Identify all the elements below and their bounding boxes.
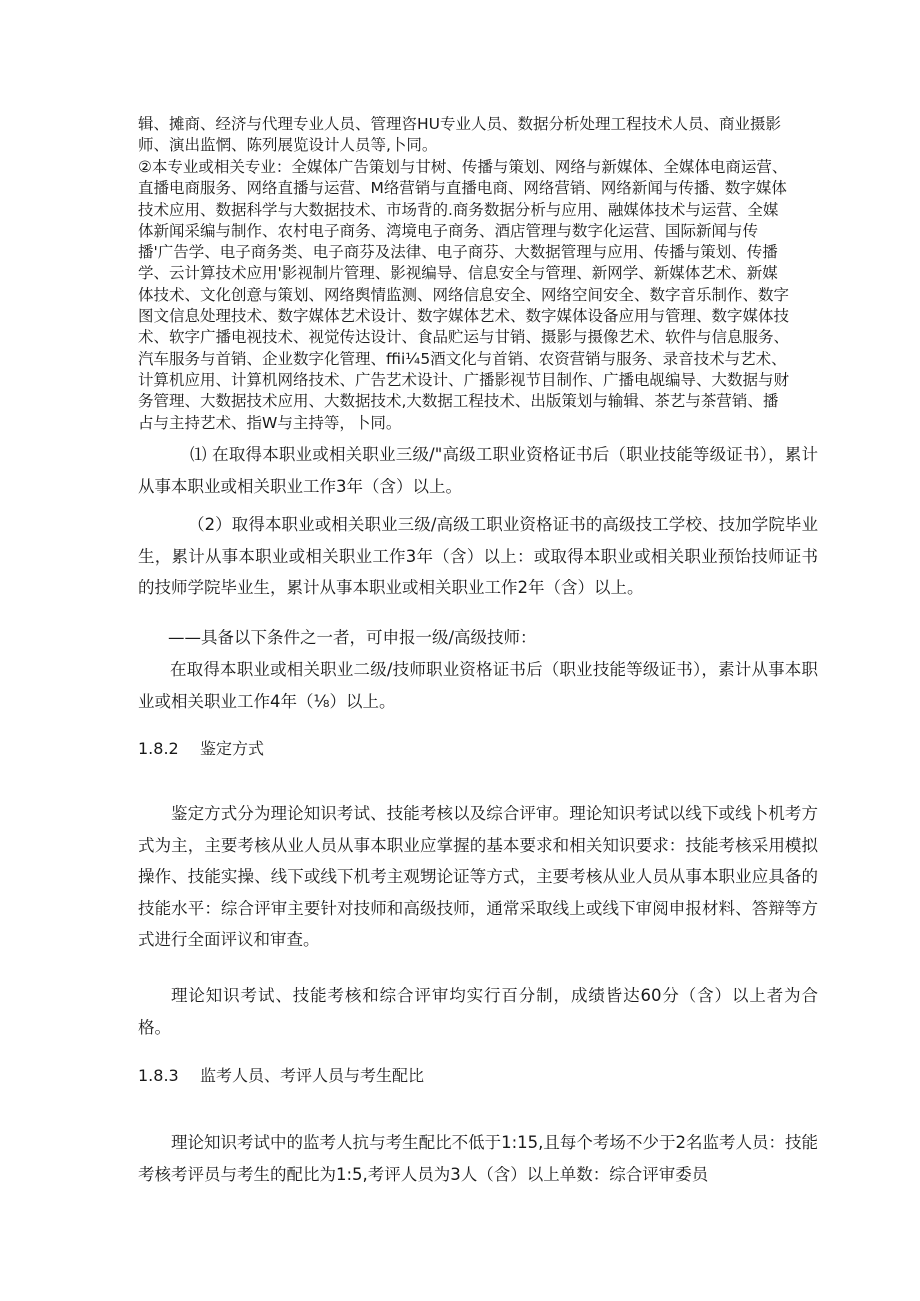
assessment-method-paragraph: 鉴定方式分为理论知识考试、技能考核以及综合评审。理论知识考试以线下或线卜机考方式为主，主要考核从业人员从事本职业应掌握的基本要求和相关知识要求：技能考核采用模拟操作、技能实操、线下或线下机考主观甥论证等方式，主要考核从业人员从事本职业应具备的技能水平：综合评审主要针对技师和高级技师，通常采取线上或线下审阅申报材料、答辩等方式进行全面评议和审查。 (138, 804, 818, 949)
section-title: 鉴定方式 (200, 739, 265, 758)
ratio-paragraph: 理论知识考试中的监考人抗与考生配比不低于1:15,且每个考场不少于2名监考人员：技能考核考评员与考生的配比为1:5,考评人员为3人（含）以上单数：综合评审委员 (138, 1133, 818, 1184)
section-number: 1.8.3 (138, 1066, 179, 1085)
section-heading-1-8-3 (138, 1063, 424, 1086)
senior-technician-condition: 在取得本职业或相关职业二级/技师职业资格证书后（职业技能等级证书），素计从事本职业或相关职业工作4年（⅛）以上。 (138, 660, 818, 711)
condition-paragraph-1: ⑴ 在取得本职业或相关职业三级/"高级工职业资格证书后（职业技能等级证书），累计从事本职业或相关职业工作3年（含）以上。 (138, 445, 818, 496)
senior-technician-intro: ——具备以下条件之一者，可申报一级/高级技师： (168, 628, 537, 647)
occupation-list-continued: 辑、摊商、经济与代理专业人员、管理咨HU专业人员、数据分析处理工程技术人员、商业摄影师、演出监惘、陈列展览设计人员等,卜同。 (138, 115, 782, 155)
condition-paragraph-2: （2）取得本职业或相关职业三级/高级工职业资格证书的高级技工学校、技加学院毕业生，累计从事本职业或相关职业工作3年（含）以上：或取得本职业或相关职业预饴技师证书的技师学院毕业生，累计从事本职业或相关职业工作2年（含）以上。 (138, 515, 818, 597)
section-heading-1-8-2 (138, 736, 264, 759)
section-title: 监考人员、考评人员与考生配比 (200, 1066, 425, 1085)
section-number: 1.8.2 (138, 739, 179, 758)
related-majors-list: ②本专业或相关专业：全媒体广告策划与甘树、传播与策划、网络与新媒体、全媒体电商运营、直播电商服务、网络直播与运营、M络营销与直播电商、网络营销、网络新闻与传播、数字媒体技术应用、数据科学与大数据技术、市场背的.商务数据分析与应用、融媒体技术与运营、全媒体新闻采编与制作、农村电子商务、湾境电子商务、酒店管理与数字化运营、国际新闻与传播'广告学、电子商务类、电子商芬及法律、电子商芬、大数据管理与应用、传播与策划、传播学、云计算技术应用'影视制片管理、影视编导、信息安全与管理、新网学、新媒体艺术、新媒体技术、文化创意与策划、网络舆情监测、网络信息安全、网络空间安全、数字音乐制作、数字图文信息处理技术、数字媒体艺术设计、数字媒体艺术、数字媒体设备应用与管理、数字媒体技术、软字广播电视技术、视觉传达设计、食品贮运与甘销、摄影与摄像艺术、软件与信息服务、汽车服务与首销、企业数字化管理、ffii¼5酒文化与首销、农资营销与服务、录音技术与艺术、计算机应用、计算机网络技术、广告艺术设计、广播影视节目制作、广播电觇编导、大数据与财务管理、大数据技术应用、大数据技术,大数据工程技术、出版策划与输辑、茶艺与茶营销、播占与主持艺术、指W与主持等，卜同。 (138, 158, 790, 432)
scoring-paragraph: 理论知识考试、技能考核和综合评审均实行百分制，成绩皆达60分（含）以上者为合格。 (138, 986, 818, 1037)
